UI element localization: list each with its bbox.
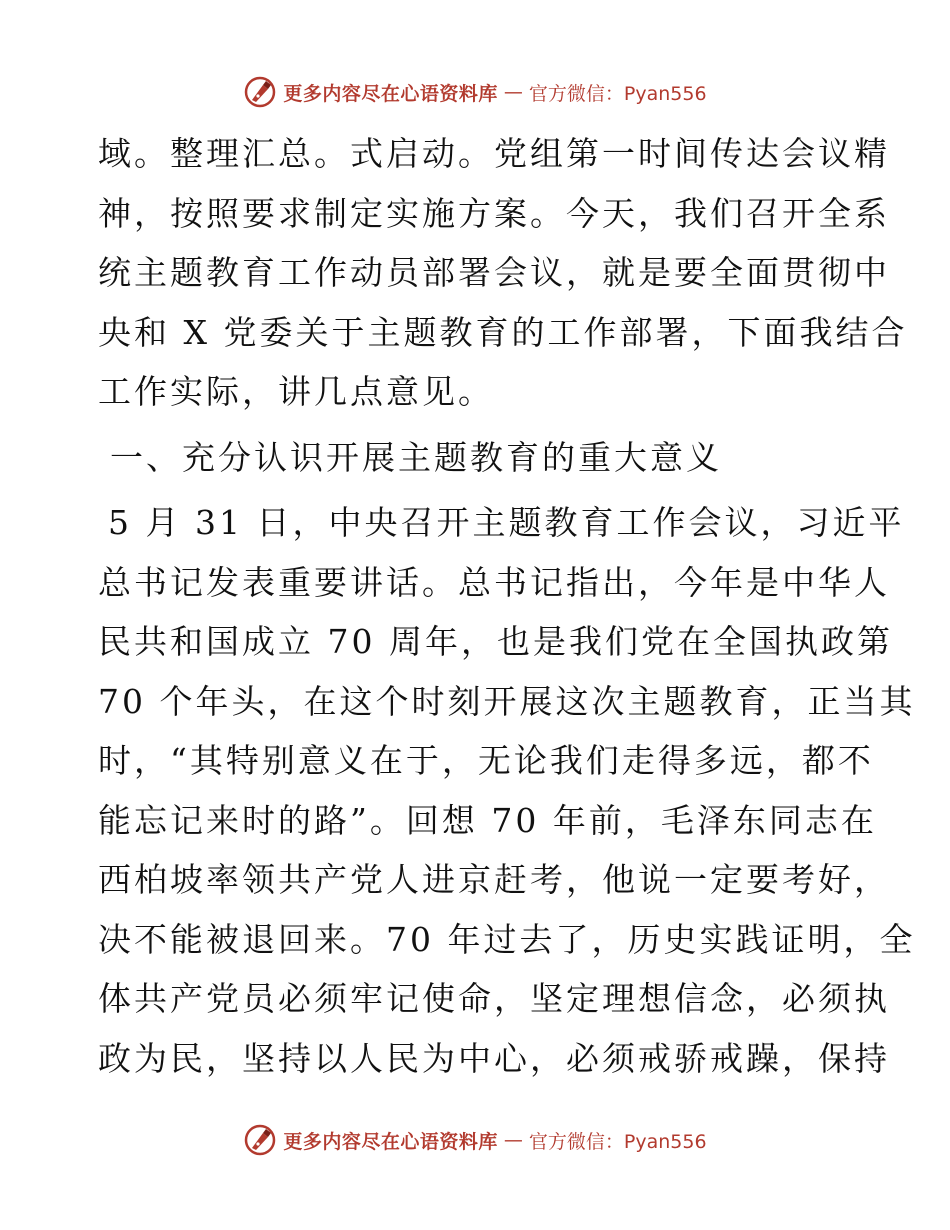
watermark-brand-text: 更多内容尽在心语资料库 [283, 1130, 498, 1153]
text-line: 央和 X 党委关于主题教育的工作部署，下面我结合 [98, 312, 908, 352]
pen-nib-logo-icon [243, 75, 277, 109]
text-line: 工作实际，讲几点意见。 [98, 372, 494, 411]
text-line: 域。整理汇总。式启动。党组第一时间传达会议精 [98, 134, 890, 173]
footer-watermark [0, 1120, 950, 1160]
section-heading: 一、充分认识开展主题教育的重大意义 [110, 437, 722, 477]
text-line: 政为民，坚持以人民为中心，必须戒骄戒躁，保持 [98, 1038, 890, 1078]
text-line: 决不能被退回来。70 年过去了，历史实践证明，全 [98, 919, 916, 959]
text-line: 5 月 31 日，中央召开主题教育工作会议，习近平 [108, 503, 905, 542]
watermark-contact-text: 官方微信：Pyan556 [528, 1130, 707, 1153]
paragraph-2 [98, 493, 916, 1088]
text-line: 体共产党员必须牢记使命，坚定理想信念，必须执 [98, 979, 890, 1018]
watermark-dash: — [503, 1129, 523, 1151]
text-line: 神，按照要求制定实施方案。今天，我们召开全系 [98, 193, 890, 233]
watermark-brand-text: 更多内容尽在心语资料库 [283, 82, 498, 105]
text-line: 总书记发表重要讲话。总书记指出，今年是中华人 [98, 562, 890, 602]
text-line: 时，“其特别意义在于，无论我们走得多远，都不 [98, 741, 874, 780]
paragraph-1 [98, 124, 908, 422]
text-line: 能忘记来时的路”。回想 70 年前，毛泽东同志在 [98, 800, 877, 840]
text-line: 西柏坡率领共产党人进京赶考，他说一定要考好， [98, 860, 890, 899]
text-line: 民共和国成立 70 周年，也是我们党在全国执政第 [98, 622, 893, 661]
text-line: 70 个年头，在这个时刻开展这次主题教育，正当其 [98, 681, 916, 721]
pen-nib-logo-icon [243, 1123, 277, 1157]
watermark-contact-text: 官方微信：Pyan556 [528, 82, 707, 105]
header-watermark [0, 72, 950, 112]
watermark-dash: — [503, 81, 523, 103]
document-body [98, 124, 916, 1088]
text-line: 统主题教育工作动员部署会议，就是要全面贯彻中 [98, 253, 890, 292]
